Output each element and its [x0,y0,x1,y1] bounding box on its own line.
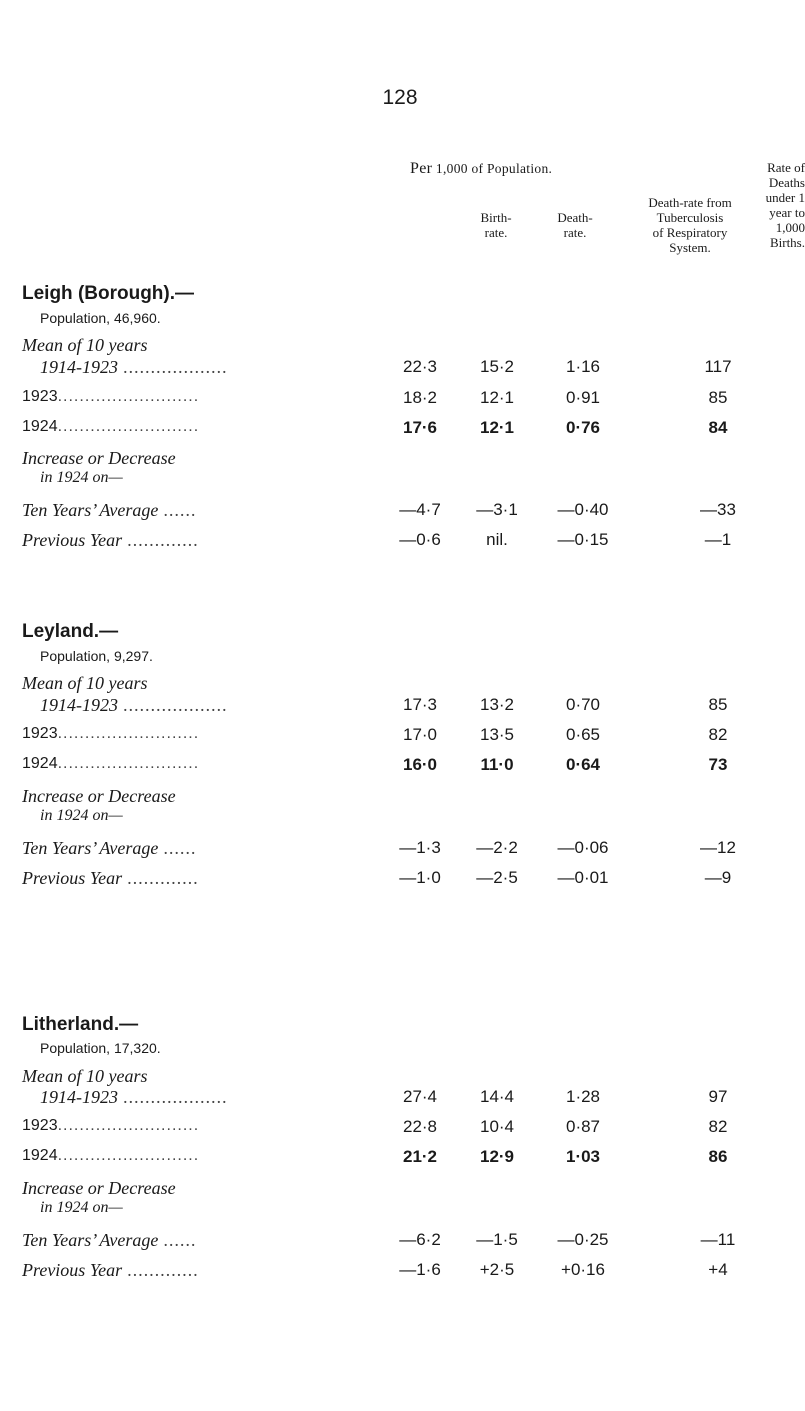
heading-rest: 1,000 of Population. [435,161,553,176]
table-row [0,530,800,554]
section-title: Leyland.— [22,621,119,642]
infant-rate-value: 84 [708,418,728,437]
table-row [0,1087,800,1111]
infant-rate-value: 97 [708,1087,728,1106]
row-label: Ten Years’ Average ...... [22,838,197,858]
page-number: 128 [382,86,418,109]
table-row [0,500,800,524]
tb-rate-value: 1·03 [565,1147,601,1166]
row-label: 1914-1923 ................... [40,1087,228,1107]
row-label: Ten Years’ Average ...... [22,1230,197,1250]
table-row [0,357,800,381]
birth-rate-value: —0·6 [399,530,441,549]
death-rate-value: —2·5 [476,868,518,887]
infant-rate-value: 73 [708,755,728,774]
birth-rate-value: 18·2 [402,388,438,407]
tb-rate-heading: Death-rate from Tuberculosis of Respiratory System. [648,195,732,255]
section-title: Leigh (Borough).— [22,283,195,304]
infant-rate-value: —9 [704,868,732,887]
section-population: Population, 9,297. [40,648,153,664]
tb-rate-value: —0·06 [557,838,609,857]
table-row [0,868,800,892]
infant-rate-value: 82 [708,1117,728,1136]
tb-rate-value: 0·87 [565,1117,601,1136]
row-label: 1924.......................... [22,418,200,435]
row-label: 1924.......................... [22,755,200,772]
row-label: Mean of 10 years [22,1066,148,1086]
row-label: Mean of 10 years [22,673,148,693]
table-row [0,755,800,779]
heading-prefix: Per [410,160,433,177]
birth-rate-value: 17·0 [402,725,438,744]
table-row [0,807,800,831]
infant-rate-value: +4 [708,1260,728,1279]
death-rate-value: 12·1 [479,418,515,437]
row-label: 1924.......................... [22,1147,200,1164]
table-row [0,335,800,359]
death-rate-value: 13·2 [479,695,515,714]
row-label: in 1924 on— [40,807,123,824]
infant-rate-value: 86 [708,1147,728,1166]
infant-rate-value: —11 [700,1230,736,1249]
death-rate-value: +2·5 [479,1260,515,1279]
infant-rate-value: 85 [708,388,728,407]
tb-rate-value: 0·64 [565,755,601,774]
birth-rate-heading: Birth- rate. [480,210,512,240]
row-label: 1914-1923 ................... [40,357,228,377]
death-rate-value: —1·5 [476,1230,518,1249]
death-rate-value: 12·1 [479,388,515,407]
birth-rate-value: 21·2 [402,1147,438,1166]
infant-rate-value: —12 [700,838,736,857]
tb-rate-value: —0·15 [557,530,609,549]
birth-rate-value: —4·7 [399,500,441,519]
table-row [0,838,800,862]
table-row [0,1260,800,1284]
section-population: Population, 46,960. [40,310,161,326]
table-header [0,160,805,300]
birth-rate-value: —1·0 [399,868,441,887]
table-row [0,1117,800,1141]
death-rate-value: 15·2 [479,357,515,376]
birth-rate-value: 22·3 [402,357,438,376]
tb-rate-value: 0·91 [565,388,601,407]
table-row [0,695,800,719]
row-label: Increase or Decrease [22,786,176,806]
per-population-heading [410,160,552,178]
death-rate-value: —3·1 [476,500,518,519]
tb-rate-value: —0·01 [557,868,609,887]
infant-rate-heading: Rate of Deaths under 1 year to 1,000 Births. [765,160,805,250]
table-row [0,1230,800,1254]
death-rate-value: —2·2 [476,838,518,857]
infant-rate-value: 117 [704,357,732,376]
row-label: in 1924 on— [40,469,123,486]
birth-rate-value: —1·3 [399,838,441,857]
row-label: Increase or Decrease [22,448,176,468]
tb-rate-value: 0·70 [565,695,601,714]
death-rate-value: 10·4 [479,1117,515,1136]
tb-rate-value: —0·25 [557,1230,609,1249]
tb-rate-value: +0·16 [561,1260,605,1279]
death-rate-value: 11·0 [480,755,514,774]
section-population: Population, 17,320. [40,1040,161,1056]
row-label: in 1924 on— [40,1199,123,1216]
row-label: 1914-1923 ................... [40,695,228,715]
tb-rate-value: 1·16 [565,357,601,376]
table-row [0,725,800,749]
death-rate-heading: Death- rate. [557,210,593,240]
birth-rate-value: 17·6 [402,418,438,437]
row-label: Previous Year ............. [22,1260,200,1280]
table-row [0,388,800,412]
death-rate-value: 12·9 [479,1147,515,1166]
birth-rate-value: 16·0 [402,755,438,774]
row-label: Increase or Decrease [22,1178,176,1198]
table-row [0,469,800,493]
tb-rate-value: —0·40 [557,500,609,519]
infant-rate-value: —33 [700,500,736,519]
death-rate-value: 13·5 [479,725,515,744]
row-label: 1923.......................... [22,388,200,405]
infant-rate-value: 82 [708,725,728,744]
tb-rate-value: 0·76 [565,418,601,437]
row-label: 1923.......................... [22,1117,200,1134]
infant-rate-value: —1 [704,530,732,549]
infant-rate-value: 85 [708,695,728,714]
birth-rate-value: 22·8 [402,1117,438,1136]
row-label: Ten Years’ Average ...... [22,500,197,520]
table-row [0,418,800,442]
table-row [0,1147,800,1171]
death-rate-value: nil. [486,530,508,549]
row-label: Previous Year ............. [22,530,200,550]
birth-rate-value: 27·4 [402,1087,438,1106]
row-label: 1923.......................... [22,725,200,742]
death-rate-value: 14·4 [479,1087,515,1106]
table-row [0,673,800,697]
row-label: Mean of 10 years [22,335,148,355]
birth-rate-value: —1·6 [399,1260,441,1279]
tb-rate-value: 1·28 [565,1087,601,1106]
tb-rate-value: 0·65 [565,725,601,744]
birth-rate-value: —6·2 [399,1230,441,1249]
section-title: Litherland.— [22,1014,139,1035]
birth-rate-value: 17·3 [402,695,438,714]
row-label: Previous Year ............. [22,868,200,888]
table-row [0,1199,800,1223]
